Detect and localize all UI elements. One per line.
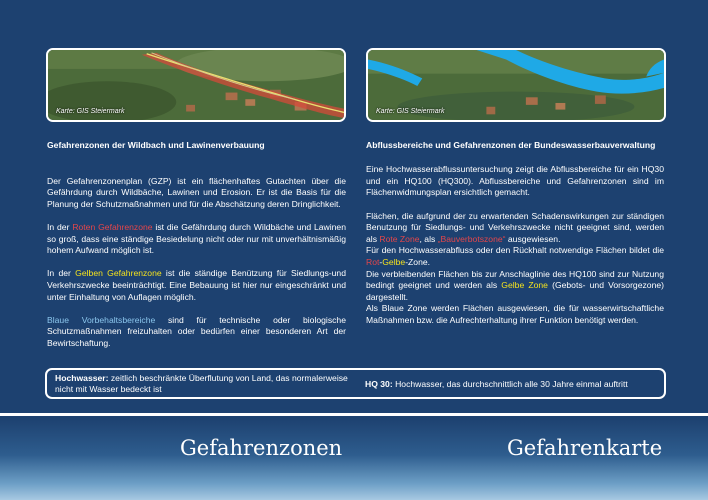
term-hq30: HQ 30: <box>365 379 393 389</box>
right-paragraph-intro: Eine Hochwasserabflussuntersuchung zeigt die Abflussbereiche für ein HQ30 und ein HQ100 (HQ300). Abflussbereiche und Gefahrenzonen sind im Flächenwidmungsplan ersichtlich gemacht. <box>366 164 664 198</box>
yellow-zone-term: Gelbe Zone <box>501 280 548 291</box>
definition-hq30: HQ 30: Hochwasser, das durchschnittlich alle 30 Jahre einmal auftritt <box>365 379 628 389</box>
map-credit-caption: Karte: GIS Steiermark <box>376 108 445 115</box>
right-paragraph-red-zone: Flächen, die aufgrund der zu erwartenden Schadenswirkungen zur ständigen Benutzung für Siedlungs- und Verkehrszwecke nicht geeignet sind, werden als Rote Zone, als „Bauverbotszone“ ausgewiesen. <box>366 210 664 244</box>
abflussbereiche-map <box>366 48 666 122</box>
footer-title-gefahrenzonen: Gefahrenzonen <box>180 436 343 460</box>
map-credit-caption: Karte: GIS Steiermark <box>56 108 125 115</box>
right-paragraph-red-yellow-zone: Für den Hochwasserabfluss oder den Rückhalt notwendige Flächen bildet die Rot-Gelbe-Zone. <box>366 245 664 267</box>
right-text-column <box>366 140 664 327</box>
left-paragraph-red-zone: In der Roten Gefahrenzone ist die Gefährdung durch Wildbäche und Lawinen so groß, dass eine ständige Besiedelung nicht oder nur mit unverhältnismäßig hohem Aufwand möglich ist. <box>47 221 346 256</box>
left-paragraph-yellow-zone: In der Gelben Gefahrenzone ist die ständige Benützung für Siedlungs-und Verkehrszwecke beeinträchtigt. Eine Bebauung ist hier nur eingeschränkt und unter Einhaltung von Auflagen möglich. <box>47 268 346 302</box>
right-heading: Abflussbereiche und Gefahrenzonen der Bundeswasserbauverwaltung <box>366 140 656 150</box>
definition-hochwasser: Hochwasser: zeitlich beschränkte Überflutung von Land, das normalerweise nicht mit Wasser bedeckt ist <box>55 373 348 394</box>
red-zone-term: Roten Gefahrenzone <box>72 221 153 232</box>
left-text-column <box>47 140 346 361</box>
yellow-zone-term: Gelben Gefahrenzone <box>75 268 162 279</box>
divider-line <box>0 413 708 416</box>
right-paragraph-blue-zone: Als Blaue Zone werden Flächen ausgewiesen, die für wasserwirtschaftliche Maßnahmen bzw. die Aufrechterhaltung ihrer Funktion benötigt werden. <box>366 303 664 325</box>
gefahrenzonen-map <box>46 48 346 122</box>
left-paragraph-intro: Der Gefahrenzonenplan (GZP) ist ein flächenhaftes Gutachten über die Gefährdung durch Wildbäche, Lawinen und Erosion. Er ist die Basis für die Planung der Schutzmaßnahmen und für die Abschätzung deren Dringlichkeit. <box>47 175 346 209</box>
left-heading: Gefahrenzonen der Wildbach und Lawinenverbauung <box>47 140 265 150</box>
red-term: Rot <box>366 256 380 267</box>
footer-title-gefahrenkarte: Gefahrenkarte <box>507 436 663 460</box>
blue-zone-term: Blaue Vorbehaltsbereiche <box>47 314 156 325</box>
bauverbotszone-term: „Bauverbotszone“ <box>437 233 506 244</box>
left-paragraph-blue-zone: Blaue Vorbehaltsbereiche sind für technische oder biologische Schutzmaßnahmen freizuhalten oder bedürfen einer besonderen Art der Bewirtschaftung. <box>47 314 346 348</box>
definition-box <box>45 368 666 399</box>
yellow-term: Gelbe <box>382 256 406 267</box>
term-hochwasser: Hochwasser: <box>55 373 109 383</box>
right-paragraph-yellow-zone: Die verbleibenden Flächen bis zur Anschlaglinie des HQ100 sind zur Nutzung bedingt geeignet und werden als Gelbe Zone (Gebots- und Vorsorgezone) dargestellt. <box>366 268 664 302</box>
red-zone-term: Rote Zone <box>379 233 420 244</box>
